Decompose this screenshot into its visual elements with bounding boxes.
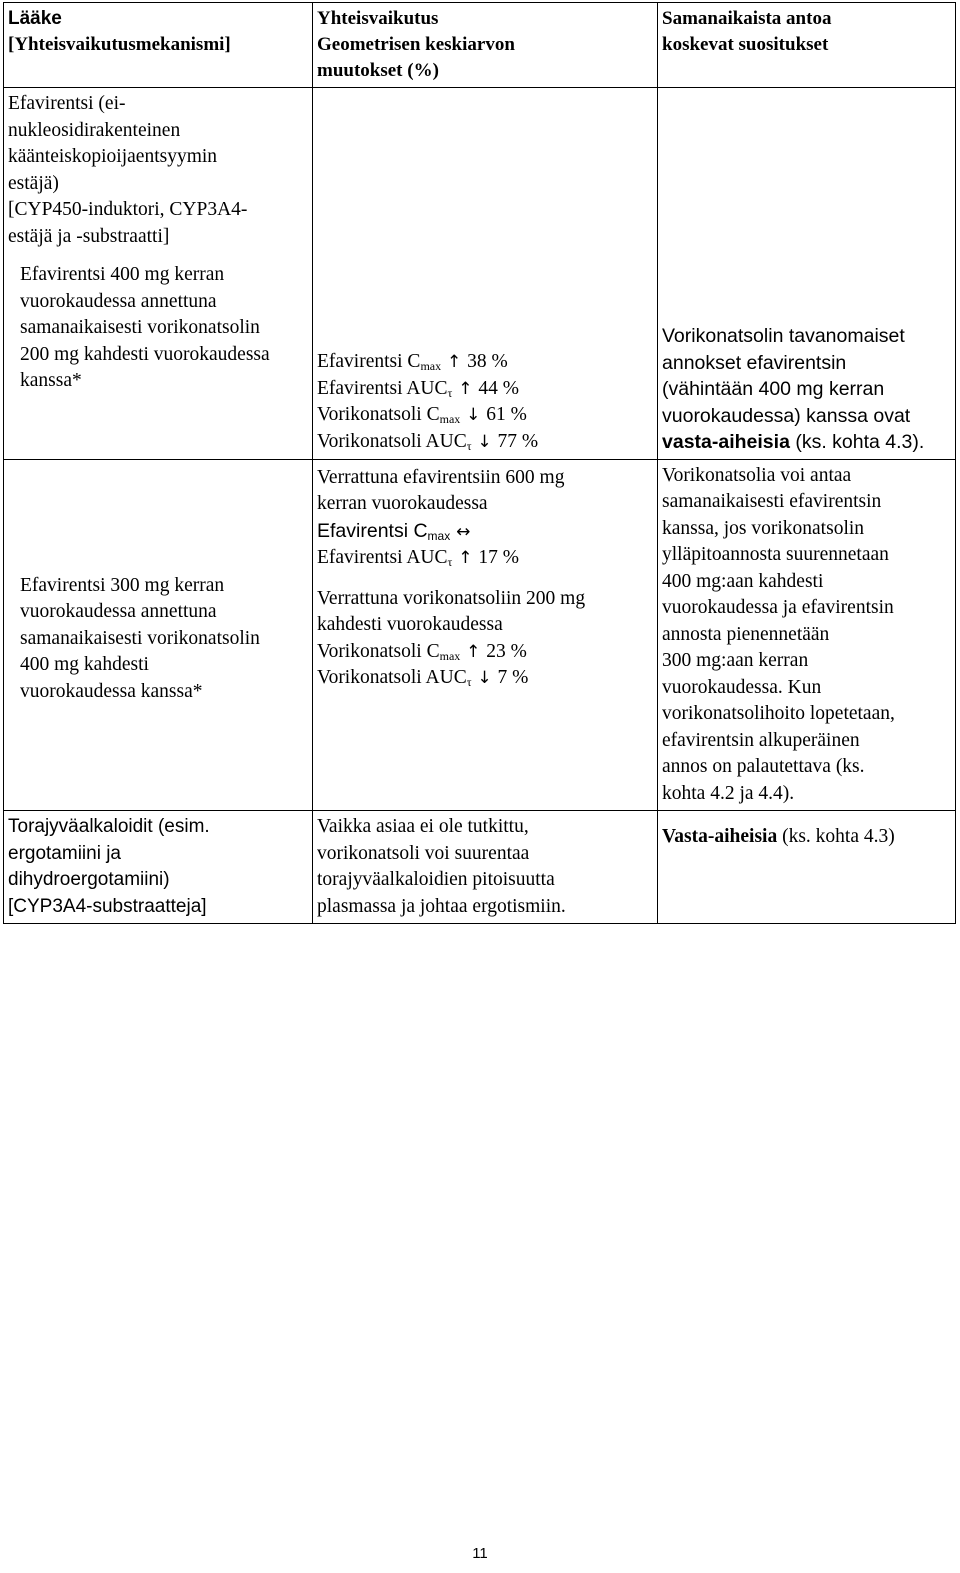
arrow-down-icon: ↓ <box>466 405 481 425</box>
header-drug-line: Lääke <box>8 8 62 29</box>
recommendation-line: annosta pienennetään <box>662 623 830 645</box>
recommendation-line: (vähintään 400 mg kerran <box>662 378 885 400</box>
recommendation-line: annos on palautettava (ks. <box>662 756 865 777</box>
effect-name: Efavirentsi C <box>317 519 428 542</box>
comparison-line: kerran vuorokaudessa <box>317 493 488 514</box>
arrow-down-icon: ↓ <box>477 668 492 688</box>
arrow-up-icon: ↑ <box>466 641 481 662</box>
cell-recommendation-ergot <box>658 811 956 924</box>
effect-value: 23 % <box>486 640 527 662</box>
contraindicated-label: Vasta-aiheisia <box>662 826 778 847</box>
effect-name: Efavirentsi AUC <box>317 547 448 568</box>
effect-line <box>317 349 653 376</box>
header-drug <box>4 3 313 88</box>
header-recommendation <box>658 3 956 88</box>
effect-value: 38 % <box>467 351 508 372</box>
interaction-table-wrapper <box>3 2 955 924</box>
effect-name: Efavirentsi AUC <box>317 377 448 399</box>
arrow-up-icon: ↑ <box>446 352 462 372</box>
dose-line: 200 mg kahdesti vuorokaudessa <box>20 343 270 365</box>
recommendation-line: vuorokaudessa ja efavirentsin <box>662 597 894 618</box>
dose-line: vuorokaudessa annettuna <box>20 601 217 622</box>
effect-value: 7 % <box>497 667 529 688</box>
cell-effect-ergot <box>313 811 658 924</box>
arrow-up-icon: ↑ <box>458 378 473 399</box>
cell-recommendation-efavirenz-300 <box>658 459 956 811</box>
cell-recommendation-efavirenz-400 <box>658 88 956 460</box>
effect-line <box>317 402 653 429</box>
recommendation-line: annokset efavirentsin <box>662 351 847 374</box>
drug-line: Efavirentsi (ei- <box>8 93 126 114</box>
page-number: 11 <box>472 1545 488 1562</box>
effect-line: torajyväalkaloidien pitoisuutta <box>317 869 555 890</box>
header-interaction-line: muutokset (%) <box>317 60 439 81</box>
effect-sub: max <box>427 528 451 543</box>
recommendation-line: ylläpitoannosta suurennetaan <box>662 544 889 565</box>
effect-line: Vaikka asiaa ei ole tutkittu, <box>317 816 529 837</box>
recommendation-line: 300 mg:aan kerran <box>662 650 809 671</box>
cell-effects-efavirenz-300 <box>313 459 658 811</box>
arrow-up-icon: ↑ <box>458 548 473 568</box>
header-recommendation-line: koskevat suositukset <box>662 34 829 55</box>
drug-line: ergotamiini ja <box>8 842 121 864</box>
header-interaction-line: Yhteisvaikutus <box>317 8 439 29</box>
dose-line: Efavirentsi 400 mg kerran <box>20 264 225 285</box>
effect-value: 17 % <box>478 547 519 568</box>
effect-name: Vorikonatsoli AUC <box>317 667 467 688</box>
effect-sub: max <box>439 648 461 663</box>
effect-value: 44 % <box>478 377 519 399</box>
effect-line <box>317 545 653 572</box>
recommendation-line <box>662 824 951 851</box>
interaction-table <box>3 2 956 924</box>
header-interaction-line: Geometrisen keskiarvon <box>317 34 515 55</box>
effect-line <box>317 665 653 692</box>
recommendation-line: 400 mg:aan kahdesti <box>662 570 824 592</box>
effect-sub: τ <box>466 675 472 689</box>
comparison-line: Verrattuna efavirentsiin 600 mg <box>317 466 565 488</box>
recommendation-line: vorikonatsolihoito lopetetaan, <box>662 703 895 724</box>
effect-line <box>317 376 653 403</box>
effect-sub: τ <box>447 385 453 400</box>
drug-line: [CYP450-induktori, CYP3A4- <box>8 199 248 220</box>
recommendation-line: kohta 4.2 ja 4.4). <box>662 782 795 804</box>
drug-line: dihydroergotamiini) <box>8 869 170 890</box>
recommendation-tail: (ks. kohta 4.3) <box>777 826 895 847</box>
dose-line: vuorokaudessa annettuna <box>20 290 217 312</box>
table-row-efavirenz-400 <box>4 88 956 460</box>
table-row-ergot-alkaloids <box>4 811 956 924</box>
recommendation-line: efavirentsin alkuperäinen <box>662 729 860 751</box>
effect-name: Vorikonatsoli C <box>317 640 440 662</box>
dose-line: samanaikaisesti vorikonatsolin <box>20 627 260 649</box>
effect-name: Efavirentsi C <box>317 351 421 372</box>
table-header-row <box>4 3 956 88</box>
recommendation-line: Vorikonatsolin tavanomaiset <box>662 325 905 347</box>
effect-value: 77 % <box>497 430 539 452</box>
effect-sub: max <box>439 412 461 426</box>
effect-line <box>317 518 653 546</box>
header-drug-line: [Yhteisvaikutusmekanismi] <box>8 34 231 55</box>
header-interaction <box>313 3 658 88</box>
recommendation-line: vuorokaudessa) kanssa ovat <box>662 404 911 427</box>
effect-line: plasmassa ja johtaa ergotismiin. <box>317 895 566 917</box>
drug-line: [CYP3A4-substraatteja] <box>8 895 207 917</box>
drug-line: Torajyväalkaloidit (esim. <box>8 816 210 837</box>
drug-line: käänteiskopioijaentsyymin <box>8 146 218 167</box>
recommendation-line: kanssa, jos vorikonatsolin <box>662 517 865 539</box>
contraindicated-label: vasta-aiheisia <box>662 431 790 453</box>
dose-line: samanaikaisesti vorikonatsolin <box>20 317 260 338</box>
effect-sub: τ <box>447 555 453 569</box>
drug-line: nukleosidirakenteinen <box>8 119 181 141</box>
dose-line: 400 mg kahdesti <box>20 654 149 675</box>
table-row-efavirenz-300 <box>4 459 956 811</box>
comparison-line: kahdesti vuorokaudessa <box>317 614 503 635</box>
recommendation-line <box>662 429 951 456</box>
recommendation-tail: (ks. kohta 4.3). <box>789 431 925 453</box>
dose-line: Efavirentsi 300 mg kerran <box>20 574 225 596</box>
drug-line: estäjä) <box>8 172 59 194</box>
effect-value: 61 % <box>486 404 527 425</box>
effect-sub: max <box>420 359 442 373</box>
effect-sub: τ <box>466 438 472 453</box>
dose-line: vuorokaudessa kanssa* <box>20 680 203 702</box>
comparison-line: Verrattuna vorikonatsoliin 200 mg <box>317 587 586 609</box>
effect-line <box>317 639 653 666</box>
recommendation-line: vuorokaudessa. Kun <box>662 676 822 698</box>
effect-name: Vorikonatsoli AUC <box>317 430 467 452</box>
recommendation-line: samanaikaisesti efavirentsin <box>662 491 882 512</box>
arrow-both-icon: ↔ <box>456 521 471 542</box>
cell-drug-efavirenz-300 <box>4 459 313 811</box>
effect-line <box>317 429 653 456</box>
cell-drug-ergot <box>4 811 313 924</box>
header-recommendation-line: Samanaikaista antoa <box>662 8 832 29</box>
cell-effects-efavirenz-400 <box>313 88 658 460</box>
effect-name: Vorikonatsoli C <box>317 404 440 425</box>
effect-line: vorikonatsoli voi suurentaa <box>317 842 530 864</box>
recommendation-line: Vorikonatsolia voi antaa <box>662 464 852 486</box>
drug-line: estäjä ja -substraatti] <box>8 225 170 247</box>
arrow-down-icon: ↓ <box>477 431 492 452</box>
dose-line: kanssa* <box>20 370 82 391</box>
cell-drug-efavirenz <box>4 88 313 460</box>
